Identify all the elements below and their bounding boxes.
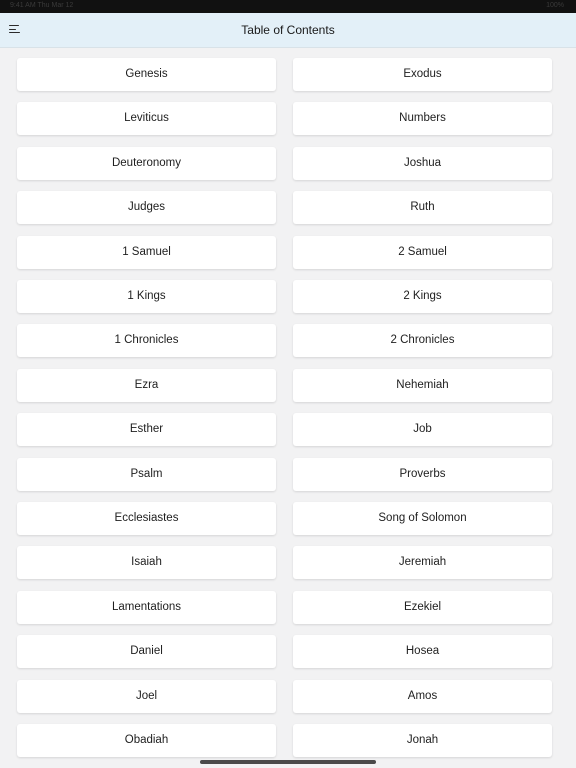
home-indicator[interactable]	[200, 760, 376, 764]
page-title: Table of Contents	[241, 23, 335, 37]
status-battery: 100%	[546, 2, 564, 9]
book-button[interactable]: Judges	[17, 191, 276, 224]
status-bar	[0, 0, 576, 13]
book-button[interactable]: Song of Solomon	[293, 502, 552, 535]
status-time: 9:41 AM Thu Mar 12	[10, 2, 74, 9]
book-button[interactable]: Genesis	[17, 58, 276, 91]
book-button[interactable]: 1 Kings	[17, 280, 276, 313]
book-button[interactable]: Proverbs	[293, 458, 552, 491]
book-button[interactable]: Ezra	[17, 369, 276, 402]
book-button[interactable]: Lamentations	[17, 591, 276, 624]
book-button[interactable]: Hosea	[293, 635, 552, 668]
book-button[interactable]: Nehemiah	[293, 369, 552, 402]
book-button[interactable]: Numbers	[293, 102, 552, 135]
book-button[interactable]: Joel	[17, 680, 276, 713]
book-button[interactable]: Amos	[293, 680, 552, 713]
book-button[interactable]: Obadiah	[17, 724, 276, 757]
book-button[interactable]: Isaiah	[17, 546, 276, 579]
book-button[interactable]: Daniel	[17, 635, 276, 668]
book-button[interactable]: Deuteronomy	[17, 147, 276, 180]
book-button[interactable]: 2 Chronicles	[293, 324, 552, 357]
book-button[interactable]: 1 Chronicles	[17, 324, 276, 357]
navigation-bar	[0, 13, 576, 48]
book-button[interactable]: Job	[293, 413, 552, 446]
book-button[interactable]: Psalm	[17, 458, 276, 491]
book-button[interactable]: Esther	[17, 413, 276, 446]
book-button[interactable]: Exodus	[293, 58, 552, 91]
book-button[interactable]: 1 Samuel	[17, 236, 276, 269]
book-button[interactable]: Jeremiah	[293, 546, 552, 579]
book-button[interactable]: 2 Samuel	[293, 236, 552, 269]
book-button[interactable]: Ruth	[293, 191, 552, 224]
book-button[interactable]: Joshua	[293, 147, 552, 180]
book-button[interactable]: Leviticus	[17, 102, 276, 135]
book-button[interactable]: 2 Kings	[293, 280, 552, 313]
book-button[interactable]: Ezekiel	[293, 591, 552, 624]
book-button[interactable]: Ecclesiastes	[17, 502, 276, 535]
book-button[interactable]: Jonah	[293, 724, 552, 757]
